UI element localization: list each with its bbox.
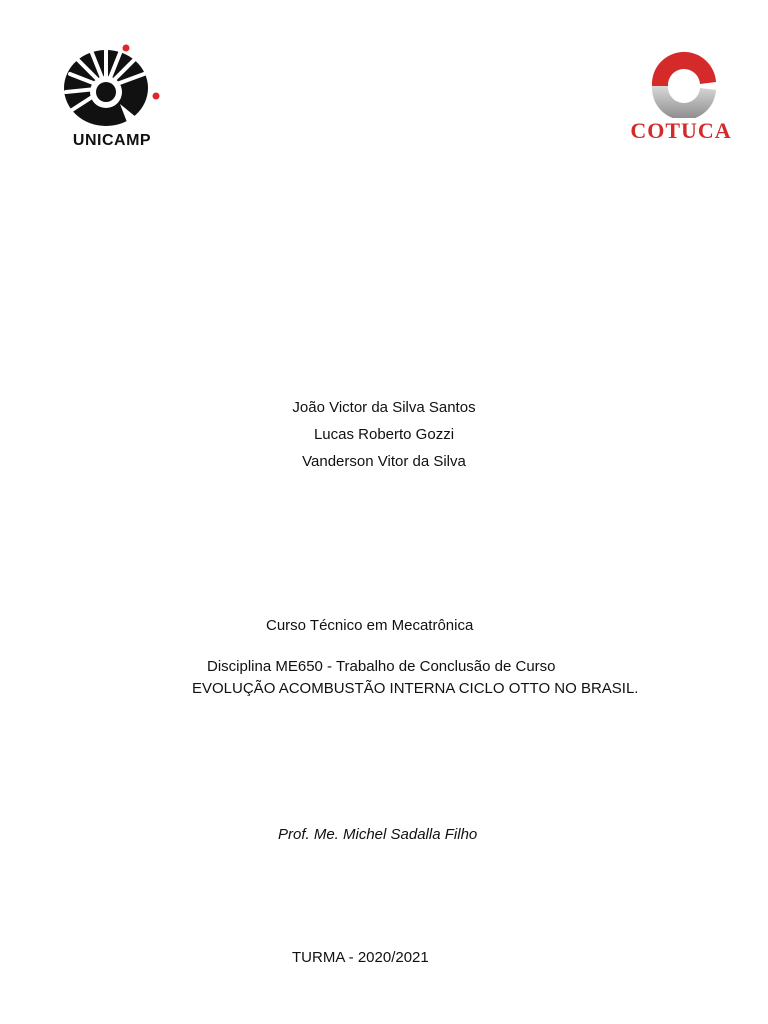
author-name: Vanderson Vitor da Silva [302,453,466,470]
work-title: EVOLUÇÃO ACOMBUSTÃO INTERNA CICLO OTTO NO BRASIL. [192,680,639,697]
cotuca-logo [616,46,746,146]
cotuca-wordmark: COTUCA [630,118,732,143]
cotuca-logo-icon [616,46,746,118]
unicamp-logo-icon [60,44,164,130]
discipline-line: Disciplina ME650 - Trabalho de Conclusão de Curso [207,658,556,675]
unicamp-logo [60,44,164,152]
author-name: Lucas Roberto Gozzi [313,426,455,443]
author-name: João Victor da Silva Santos [292,399,476,416]
class-year: TURMA - 2020/2021 [292,949,429,966]
course-name: Curso Técnico em Mecatrônica [266,617,474,634]
unicamp-wordmark: UNICAMP [72,132,152,149]
advisor-name: Prof. Me. Michel Sadalla Filho [278,826,478,843]
